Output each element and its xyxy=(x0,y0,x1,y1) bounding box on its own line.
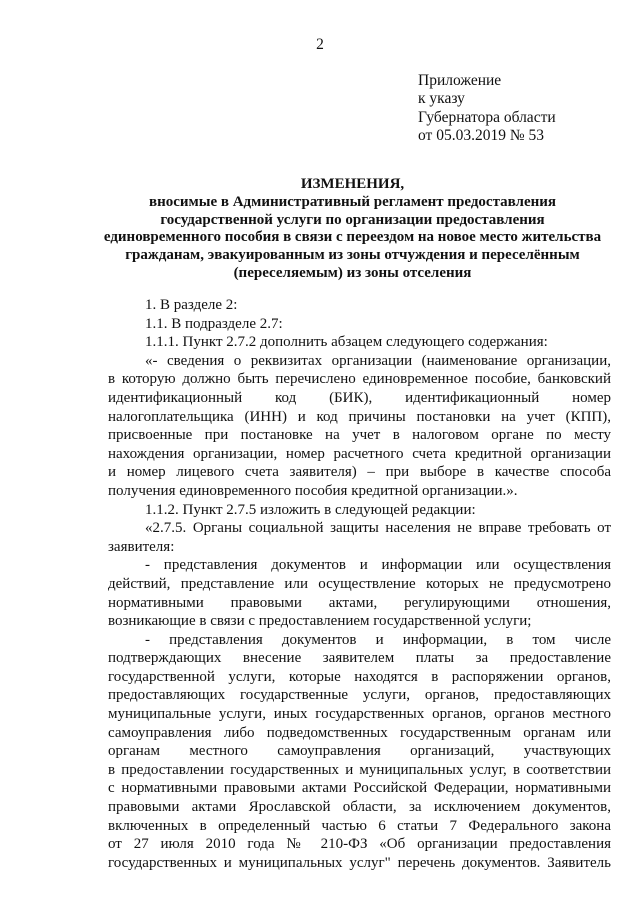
body-line: государственных и муниципальных услуг" перечень документов. Заявитель xyxy=(108,854,611,871)
body-line: 1.1.1. Пункт 2.7.2 дополнить абзацем следующего содержания: xyxy=(145,334,548,351)
page-number: 2 xyxy=(316,36,324,53)
appendix-block xyxy=(418,72,556,145)
body-line: 1.1.2. Пункт 2.7.5 изложить в следующей редакции: xyxy=(145,501,476,518)
body-line: «2.7.5. Органы социальной защиты населения не вправе требовать от xyxy=(145,520,611,537)
body-line: нахождения организации, номер расчетного счета кредитной организации xyxy=(108,445,611,462)
body-line: муниципальные услуги, иных государственных органов, органов местного xyxy=(108,706,611,723)
body-line: правовыми актами Ярославской области, за исключением документов, xyxy=(108,799,611,816)
heading-line: единовременного пособия в связи с переездом на новое место жительства xyxy=(103,229,602,246)
body-line: - представления документов и информации, в том числе xyxy=(145,631,611,648)
body-line: нормативными правовыми актами, регулирующими отношения, xyxy=(108,594,611,611)
body-line: с нормативными правовыми актами Российской Федерации, нормативными xyxy=(108,780,611,797)
heading-line: государственной услуги по организации предоставления xyxy=(160,211,545,228)
body-line: органам местного самоуправления организаций, участвующих xyxy=(108,743,611,760)
heading-line: вносимые в Административный регламент предоставления xyxy=(148,193,557,210)
document-heading xyxy=(60,176,640,283)
body-line: от 27 июля 2010 года № 210-ФЗ «Об организации предоставления xyxy=(108,836,611,853)
document-body xyxy=(108,296,611,872)
appendix-line: Приложение xyxy=(418,72,502,89)
body-line: в предоставлении государственных и муниципальных услуг, в соответствии xyxy=(108,761,611,778)
body-line: заявителя: xyxy=(108,538,175,555)
heading-line: (переселяемым) из зоны отселения xyxy=(233,264,472,281)
body-line: - представления документов и информации или осуществления xyxy=(145,557,611,574)
body-line: 1.1. В подразделе 2.7: xyxy=(145,315,283,332)
body-line: «- сведения о реквизитах организации (наименование организации, xyxy=(145,352,611,369)
body-line: налогоплательщика (ИНН) и код причины постановки на учет (КПП), xyxy=(108,408,611,425)
appendix-line: Губернатора области xyxy=(418,108,556,126)
appendix-line: от 05.03.2019 № 53 xyxy=(418,126,544,144)
body-line: и номер лицевого счета заявителя) – при выборе в качестве способа xyxy=(108,464,611,481)
body-line: присвоенные при постановке на учет в налоговом органе по месту xyxy=(108,427,611,444)
body-line: действий, представление или осуществление которых не предусмотрено xyxy=(108,575,611,592)
body-line: предоставляющих государственные услуги, органов, предоставляющих xyxy=(108,687,611,704)
heading-line: ИЗМЕНЕНИЯ, xyxy=(300,176,405,192)
body-line: получения единовременного пособия кредитной организации.». xyxy=(108,482,518,499)
appendix-line: к указу xyxy=(418,90,465,108)
body-line: в которую должно быть перечислено единовременное пособие, банковский xyxy=(108,371,611,388)
body-line: самоуправления либо подведомственных государственным органам или xyxy=(108,724,611,741)
body-line: включенных в определенный частью 6 статьи 7 Федерального закона xyxy=(108,817,611,834)
heading-line: гражданам, эвакуированным из зоны отчуждения и переселённым xyxy=(125,247,580,264)
body-line: государственной услуги, которые находятся в распоряжении органов, xyxy=(108,668,611,685)
body-line: 1. В разделе 2: xyxy=(145,297,238,313)
body-line: идентификационный код (БИК), идентификационный номер xyxy=(108,389,611,406)
body-line: возникающие в связи с предоставлением государственной услуги; xyxy=(108,613,532,630)
body-line: подтверждающих внесение заявителем платы за предоставление xyxy=(108,650,611,667)
